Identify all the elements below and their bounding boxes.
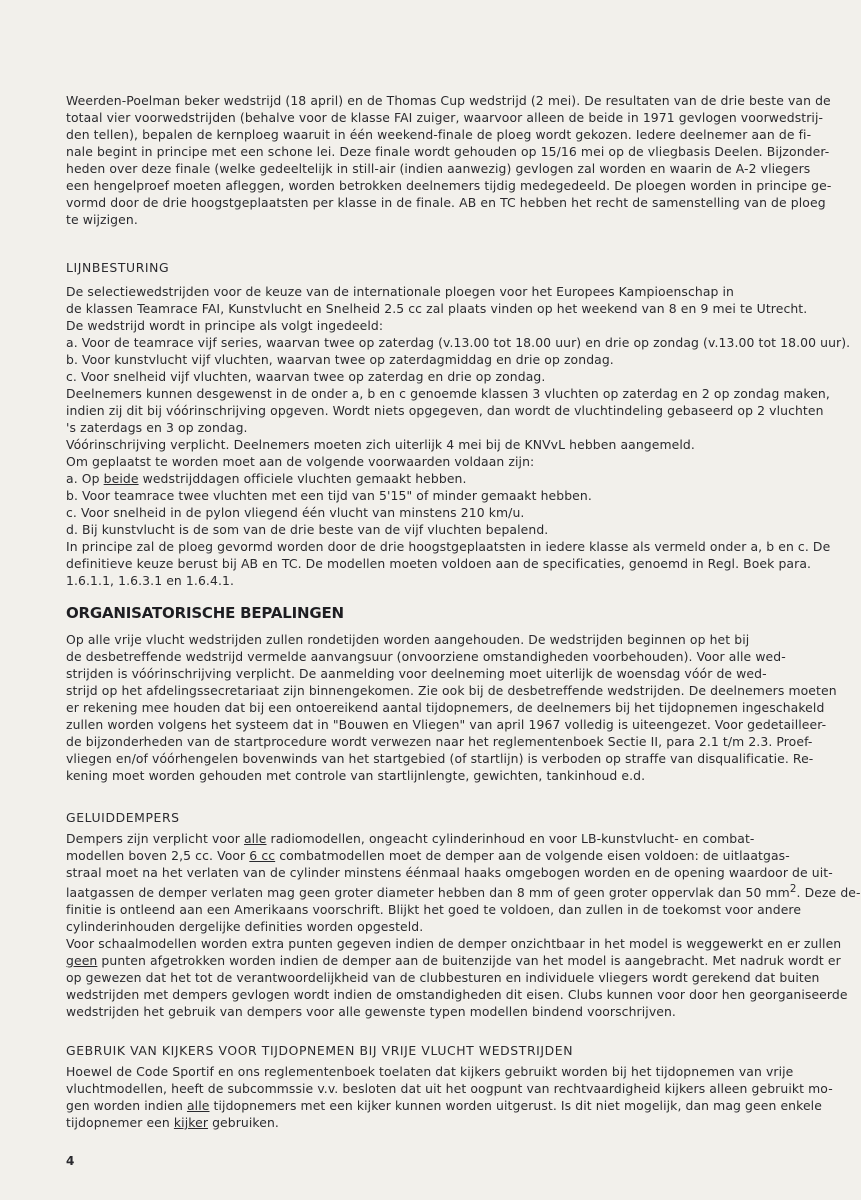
section-heading: ORGANISATORISCHE BEPALINGEN [66,604,344,622]
lijnbesturing-section [66,260,806,275]
text-line: c. Voor snelheid vijf vluchten, waarvan twee op zaterdag en drie op zondag. [66,369,546,384]
text-fragment: laatgassen de demper verlaten mag geen groter diameter hebben dan 8 mm of geen groter oppervlak dan 50 mm [66,885,790,901]
superscript: 2 [789,883,797,895]
lijnbesturing-paragraph [66,283,851,589]
organisatorische-section [66,604,806,622]
text-line: straal moet na het verlaten van de cylinder minstens éénmaal haaks omgebogen worden en de opening waardoor de uit- [66,865,833,880]
text-line: er rekening mee houden dat bij een ontoereikend aantal tijdopnemers, de deelnemers bij het tijdopnemen ingeschakeld [66,700,825,715]
organisatorische-paragraph [66,631,837,784]
text-line: strijden is vóórinschrijving verplicht. De aanmelding voor deelneming moet uiterlijk de woensdag vóór de wed- [66,666,767,681]
underlined-word: alle [243,831,267,846]
text-line: 's zaterdags en 3 op zondag. [66,420,248,435]
text-line: op gewezen dat het tot de verantwoordelijkheid van de clubbesturen en individuele vliegers wordt gerekend dat buiten [66,970,820,986]
text-line: de klassen Teamrace FAI, Kunstvlucht en Snelheid 2.5 cc zal plaats vinden op het weekend van 8 en 9 mei te Utrecht. [66,301,808,316]
text-line: Vóórinschrijving verplicht. Deelnemers moeten zich uiterlijk 4 mei bij de KNVvL hebben aangemeld. [66,437,695,452]
geluiddempers-body [66,830,861,1020]
text-line: Deelnemers kunnen desgewenst in de onder a, b en c genoemde klassen 3 vluchten op zaterdag en 2 op zondag maken, [66,386,830,401]
text-line [66,847,806,864]
text-fragment: Dempers zijn verplicht voor [66,831,244,846]
intro-paragraph [66,92,832,228]
text-line: c. Voor snelheid in de pylon vliegend één vlucht van minstens 210 km/u. [66,505,525,520]
text-line: Om geplaatst te worden moet aan de volgende voorwaarden voldaan zijn: [66,454,535,469]
text-line: 1.6.1.1, 1.6.3.1 en 1.6.4.1. [66,573,235,588]
kijkers-body [66,1063,833,1131]
text-fragment: gen worden indien [66,1098,187,1113]
text-fragment: gebruiken. [208,1115,279,1130]
text-line: De selectiewedstrijden voor de keuze van de internationale ploegen voor het Europees Kampioenschap in [66,284,735,299]
text-line [66,1114,806,1131]
underlined-word: 6 cc [249,848,276,863]
text-line: den tellen), bepalen de kernploeg waaruit in één weekend-finale de ploeg wordt gekozen. Iedere deelnemer aan de fi- [66,127,812,142]
geluiddempers-section [66,810,806,825]
text-fragment: . Deze de- [796,885,861,901]
text-line: Voor schaalmodellen worden extra punten gegeven indien de demper onzichtbaar in het model is weggewerkt en er zullen [66,936,842,952]
text-line [66,952,841,969]
text-line: cylinderinhouden dergelijke definities worden opgesteld. [66,919,424,935]
text-line: de bijzonderheden van de startprocedure wordt verwezen naar het reglementenboek Sectie II, para 2.1 t/m 2.3. Proef- [66,734,813,749]
text-line: Weerden-Poelman beker wedstrijd (18 april) en de Thomas Cup wedstrijd (2 mei). De resultaten van de drie beste van de [66,93,831,108]
kijkers-paragraph [66,1063,833,1131]
text-line: a. Voor de teamrace vijf series, waarvan twee op zaterdag (v.13.00 tot 18.00 uur) en drie op zondag (v.13.00 tot 18.00 uur). [66,335,851,350]
text-line: wedstrijden met dempers gevlogen wordt indien de omstandigheden dit eisen. Clubs kunnen voor door hen georganiseerde [66,987,848,1003]
text-line [66,881,861,901]
underlined-word: kijker [173,1115,209,1130]
lijnbesturing-body [66,283,851,589]
section-heading: LIJNBESTURING [66,260,170,275]
text-line: Hoewel de Code Sportif en ons reglementenboek toelaten dat kijkers gebruikt worden bij het tijdopnemen van vrije [66,1064,794,1079]
text-line: In principe zal de ploeg gevormd worden door de drie hoogstgeplaatsten in iedere klasse als vermeld onder a, b en c. De [66,539,831,554]
text-line: nale begint in principe met een schone lei. Deze finale wordt gehouden op 15/16 mei op de vliegbasis Deelen. Bijzonder- [66,144,830,159]
text-line: indien zij dit bij vóórinschrijving opgeven. Wordt niets opgegeven, dan wordt de vluchtindeling gebaseerd op 2 vluchten [66,403,824,418]
organisatorische-body [66,631,837,784]
text-fragment: combatmodellen moet de demper aan de volgende eisen voldoen: de uitlaatgas- [275,848,790,863]
text-line: d. Bij kunstvlucht is de som van de drie beste van de vijf vluchten bepalend. [66,522,549,537]
text-line: totaal vier voorwedstrijden (behalve voor de klasse FAI zuiger, waarvoor alleen de beide in 1971 gevlogen voorwedstrij- [66,110,824,125]
text-line: vluchtmodellen, heeft de subcommssie v.v. besloten dat uit het oogpunt van rechtvaardigheid kijkers alleen gebruikt mo- [66,1081,833,1096]
text-line: wedstrijden het gebruik van dempers voor alle gewenste typen modellen bindend voorschrijven. [66,1004,676,1020]
text-line [66,1097,822,1114]
text-line: strijd op het afdelingssecretariaat zijn binnengekomen. Zie ook bij de desbetreffende wedstrijden. De deelnemers moeten [66,683,837,698]
text-line: te wijzigen. [66,212,138,227]
geluiddempers-paragraph [66,830,861,1020]
underlined-word: geen [66,953,98,969]
cond-a-suffix: wedstrijddagen officiele vluchten gemaakt hebben. [138,471,467,486]
text-line: heden over deze finale (welke gedeeltelijk in still-air (indien aanwezig) gevlogen zal worden en waarin de A-2 vliegers [66,161,811,176]
text-line [66,470,806,487]
underlined-word: beide [103,471,139,486]
text-line: de desbetreffende wedstrijd vermelde aanvangsuur (onvoorziene omstandigheden voorbehouden). Voor alle wed- [66,649,786,664]
intro-section [66,92,832,228]
underlined-word: alle [186,1098,210,1113]
text-line: kening moet worden gehouden met controle van startlijnlengte, gewichten, tankinhoud e.d. [66,768,646,783]
text-fragment: punten afgetrokken worden indien de demper aan de buitenzijde van het model is aangebracht. Met nadruk wordt er [97,953,841,969]
text-fragment: tijdopnemer een [66,1115,174,1130]
text-fragment: tijdopnemers met een kijker kunnen worden uitgerust. Is dit niet mogelijk, dan mag geen enkele [209,1098,822,1113]
text-line: De wedstrijd wordt in principe als volgt ingedeeld: [66,318,384,333]
cond-a-prefix: a. Op [66,471,104,486]
text-line: vliegen en/of vóórhengelen bovenwinds van het startgebied (of startlijn) is verboden op straffe van disqualificatie. Re- [66,751,814,766]
text-line: finitie is ontleend aan een Amerikaans voorschrift. Blijkt het goed te voldoen, dan zullen in de toekomst voor andere [66,902,802,918]
text-line: vormd door de drie hoogstgeplaatsten per klasse in de finale. AB en TC hebben het recht de samenstelling van de ploeg [66,195,826,210]
text-line: zullen worden volgens het systeem dat in "Bouwen en Vliegen" van april 1967 volledig is uiteengezet. Voor gedetailleer- [66,717,827,732]
text-line: definitieve keuze berust bij AB en TC. De modellen moeten voldoen aan de specificaties, genoemd in Regl. Boek para. [66,556,812,571]
page-number: 4 [66,1154,75,1168]
text-fragment: radiomodellen, ongeacht cylinderinhoud en voor LB-kunstvlucht- en combat- [266,831,755,846]
text-fragment: modellen boven 2,5 cc. Voor [66,848,250,863]
text-line: een hengelproef moeten afleggen, worden betrokken deelnemers tijdig medegedeeld. De ploegen worden in principe ge- [66,178,832,193]
text-line: b. Voor kunstvlucht vijf vluchten, waarvan twee op zaterdagmiddag en drie op zondag. [66,352,614,367]
section-heading: GELUIDDEMPERS [66,810,180,825]
text-line: Op alle vrije vlucht wedstrijden zullen rondetijden worden aangehouden. De wedstrijden beginnen op het bij [66,632,750,647]
text-line [66,830,806,847]
kijkers-section [66,1043,806,1058]
text-line: b. Voor teamrace twee vluchten met een tijd van 5'15" of minder gemaakt hebben. [66,488,592,503]
section-heading: GEBRUIK VAN KIJKERS VOOR TIJDOPNEMEN BIJ VRIJE VLUCHT WEDSTRIJDEN [66,1043,574,1058]
